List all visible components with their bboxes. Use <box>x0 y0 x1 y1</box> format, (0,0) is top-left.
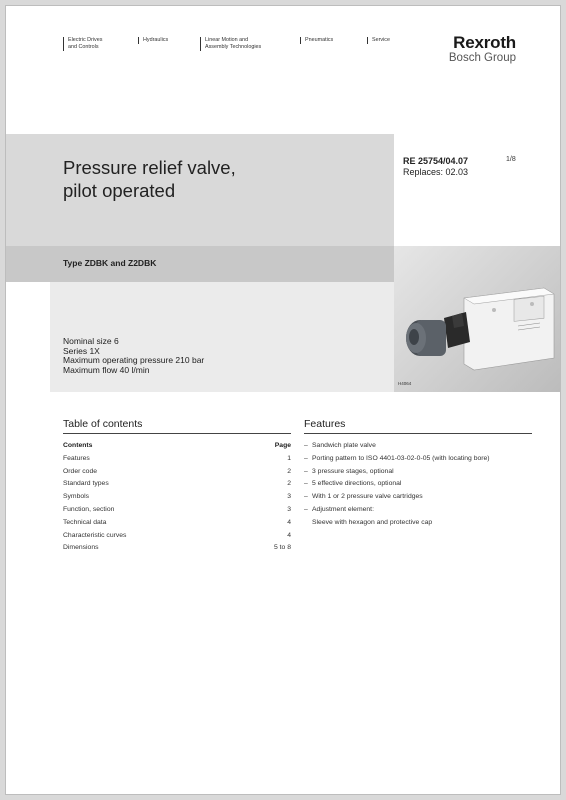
features-title: Features <box>304 418 346 430</box>
features-list <box>304 442 539 532</box>
spec-list <box>63 337 204 375</box>
toc-header <box>63 442 291 455</box>
nav-linear-motion[interactable]: Linear Motion and Assembly Technologies <box>200 37 261 51</box>
toc-row-page: 3 <box>287 505 291 513</box>
valve-type: Type ZDBK and Z2DBK <box>63 258 157 268</box>
toc-row-page: 2 <box>287 480 291 488</box>
toc-row[interactable] <box>63 519 291 532</box>
toc-row-label: Function, section <box>63 505 115 513</box>
toc-row-label: Characteristic curves <box>63 531 127 539</box>
nav-electric-drives[interactable]: Electric Drives and Controls <box>63 37 102 51</box>
list-item: – 3 pressure stages, optional <box>304 468 539 481</box>
brand-name: Rexroth <box>453 33 516 52</box>
nav-hydraulics[interactable]: Hydraulics <box>138 37 168 44</box>
list-item: – Adjustment element: <box>304 506 539 519</box>
toc-row-page: 3 <box>287 493 291 501</box>
toc-header-contents: Contents <box>63 442 93 449</box>
toc-row[interactable] <box>63 506 291 519</box>
toc-row-label: Features <box>63 454 90 462</box>
toc-title: Table of contents <box>63 418 143 430</box>
feature-text: 3 pressure stages, optional <box>312 467 394 475</box>
feature-text: Sandwich plate valve <box>312 442 376 449</box>
toc-row-page: 4 <box>287 518 291 526</box>
toc-row-label: Dimensions <box>63 544 99 552</box>
toc-row-label: Symbols <box>63 493 90 501</box>
toc-row-page: 2 <box>287 467 291 475</box>
replaces-note: Replaces: 02.03 <box>403 167 469 177</box>
feature-text: With 1 or 2 pressure valve cartridges <box>312 493 423 501</box>
brand-group: Bosch Group <box>448 52 516 64</box>
product-photo <box>394 246 560 392</box>
toc-header-page: Page <box>274 442 291 449</box>
feature-text: Porting pattern to ISO 4401-03-02-0-05 (with locating bore) <box>312 454 490 462</box>
spec-max-flow: Maximum flow 40 l/min <box>63 364 150 375</box>
features-divider <box>304 433 532 434</box>
list-item: – With 1 or 2 pressure valve cartridges <box>304 493 539 506</box>
feature-text: Adjustment element: <box>312 505 374 513</box>
title-panel <box>6 134 394 246</box>
type-panel <box>6 246 394 282</box>
nav-service[interactable]: Service <box>367 37 390 44</box>
document-title: Pressure relief valve, pilot operated <box>63 157 236 201</box>
toc-row[interactable] <box>63 480 291 493</box>
toc-row-page: 1 <box>287 454 291 462</box>
toc-row-page: 5 to 8 <box>273 544 291 552</box>
document-number: RE 25754/04.07 <box>403 156 469 166</box>
page-count: 1/8 <box>506 156 516 163</box>
toc-row-label: Standard types <box>63 480 109 488</box>
toc-row-label: Technical data <box>63 518 107 526</box>
rexroth-logo <box>449 34 516 65</box>
feature-text: 5 effective directions, optional <box>312 480 402 488</box>
nav-pneumatics[interactable]: Pneumatics <box>300 37 333 44</box>
photo-caption: H4064 <box>398 381 412 386</box>
spec-nominal-size: Nominal size 6 <box>63 336 119 346</box>
spec-max-pressure: Maximum operating pressure 210 bar <box>63 355 205 365</box>
spec-panel <box>50 282 394 392</box>
toc-row-label: Order code <box>63 467 98 475</box>
toc-row[interactable] <box>63 544 291 557</box>
toc-row[interactable] <box>63 468 291 481</box>
toc-row[interactable] <box>63 455 291 468</box>
table-of-contents <box>63 442 291 557</box>
valve-illustration <box>394 246 560 392</box>
list-item: – Porting pattern to ISO 4401-03-02-0-05 (with locating bore) <box>304 455 539 468</box>
toc-row-page: 4 <box>287 531 291 539</box>
feature-continuation: Sleeve with hexagon and protective cap <box>312 518 433 526</box>
list-item: – Sandwich plate valve <box>304 442 539 455</box>
toc-row[interactable] <box>63 493 291 506</box>
spec-series: Series 1X <box>63 345 100 356</box>
toc-row[interactable] <box>63 532 291 545</box>
list-item: – 5 effective directions, optional <box>304 480 539 493</box>
document-page <box>6 6 560 794</box>
toc-divider <box>63 433 291 434</box>
